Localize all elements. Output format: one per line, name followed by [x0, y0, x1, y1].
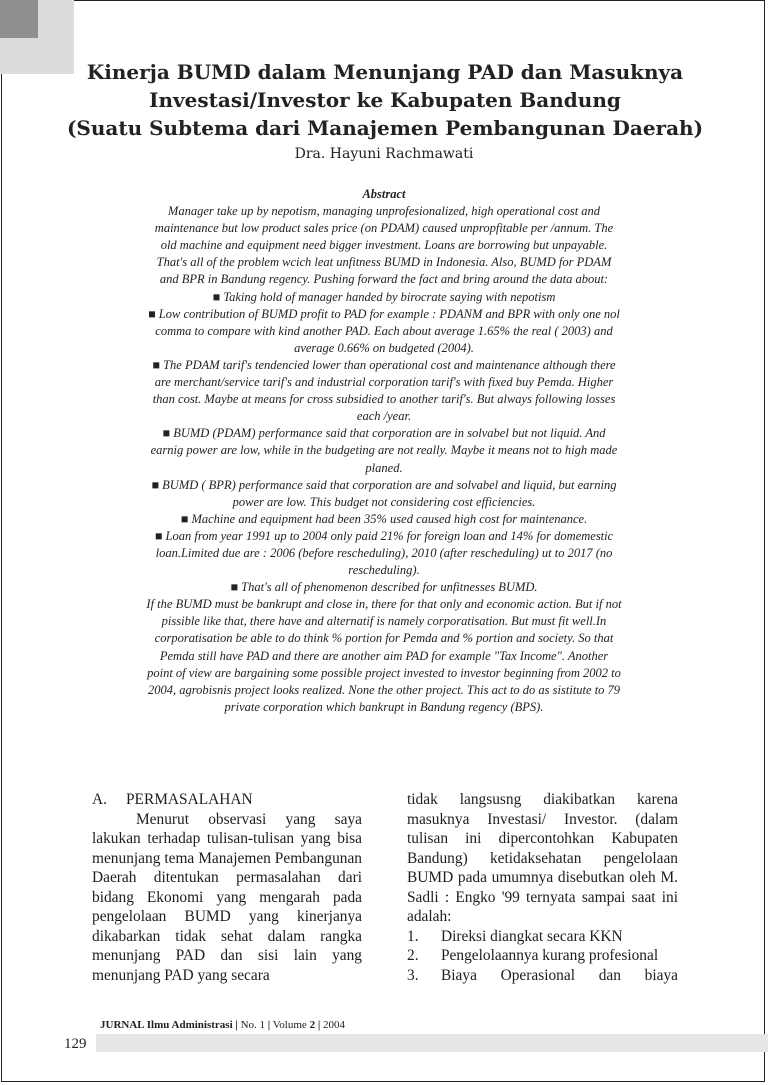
- abstract-bullet: ■ Low contribution of BUMD profit to PAD for example : PDANM and BPR with only one nol comma to compare with kind another PAD. Each about average 1.65% the real ( 2003) and average 0.66% on budgeted (2004).: [148, 306, 620, 355]
- bullet-icon: ■: [154, 528, 163, 543]
- section-letter: A.: [92, 791, 107, 808]
- bullet-icon: ■: [151, 477, 160, 492]
- body-right-column: [407, 790, 678, 985]
- title-line-2: Investasi/Investor ke Kabupaten Bandung: [149, 88, 621, 112]
- bullet-icon: ■: [230, 580, 239, 595]
- bullet-icon: ■: [162, 426, 171, 441]
- author-name: Dra. Hayuni Rachmawati: [294, 146, 474, 162]
- bullet-icon: ■: [152, 357, 160, 372]
- abstract-bullet: ■ The PDAM tarif's tendencied lower than operational cost and maintenance although there are merchant/service tarif's and industrial corporation tarif's with fixed buy Pemda. Higher than cost. Maybe at means for cross subsidied to another tarif's. But always following losses each /year.: [152, 357, 616, 424]
- journal-year: 2004: [323, 1019, 345, 1031]
- abstract-closing: If the BUMD must be bankrupt and close in, there for that only and economic action. But if not pissible like that, there have and alternatif is namely corporatisation. But must fit well.In corporatisation be able to do think % portion for Pemda and % portion and society. So that Pemda still have PAD and there are another aim PAD for example "Tax Income". Another point of view are bargaining some possible project invested to investor beginning from 2002 to 2004, agrobisnis project looks realized. None the other project. This act to do as sistitute to 79 private corporation which bankrupt in Bandung regency (BPS).: [146, 597, 622, 714]
- abstract-intro: Manager take up by nepotism, managing unprofesionalized, high operational cost and maintenance but low product sales price (on PDAM) caused unpropfitable per /annum. The old machine and equipment need bigger investment. Loans are borrowing but unpayable. That's all of the problem wcich leat unfitness BUMD in Indonesia. Also, BUMD for PDAM and BPR in Bandung regency. Pushing forward the fact and bring around the data about:: [154, 204, 614, 287]
- title-line-1: Kinerja BUMD dalam Menunjang PAD dan Masuknya: [86, 60, 684, 84]
- right-paragraph: tidak langsusng diakibatkan karena masuknya Investasi/ Investor. (dalam tulisan ini dipercontohkan Kabupaten Bandung) ketidaksehatan pengelolaan BUMD pada umumnya disebutkan oleh M. Sadli : Engko '99 ternyata sampai saat ini adalah:: [407, 791, 678, 925]
- list-item: 2. Pengelolaannya kurang profesional: [407, 947, 659, 964]
- abstract-heading: Abstract: [362, 187, 406, 201]
- journal-name: JURNAL Ilmu Administrasi: [100, 1019, 233, 1031]
- journal-volume: 2: [309, 1019, 316, 1031]
- abstract-block: [146, 186, 622, 716]
- section-title: PERMASALAHAN: [126, 791, 253, 808]
- corner-decoration-dark: [0, 0, 38, 38]
- title-line-3: (Suatu Subtema dari Manajemen Pembangunan Daerah): [66, 116, 704, 140]
- bullet-icon: ■: [148, 306, 156, 321]
- abstract-bullet: ■ Machine and equipment had been 35% used caused high cost for maintenance.: [180, 511, 588, 526]
- abstract-bullet: ■ Loan from year 1991 up to 2004 only paid 21% for foreign loan and 14% for domemestic loan.Limited due are : 2006 (before rescheduling), 2010 (after rescheduling) ut to 2017 (no rescheduling).: [154, 528, 614, 578]
- article-title: [60, 58, 710, 142]
- abstract-bullet: ■ That's all of phenomenon described for unfitnesses BUMD.: [230, 580, 538, 595]
- page-number: 129: [64, 1036, 87, 1052]
- list-item: 1. Direksi diangkat secara KKN: [407, 927, 623, 945]
- footer-bar: [96, 1034, 768, 1052]
- abstract-bullet: ■ BUMD (PDAM) performance said that corporation are in solvabel but not liquid. And earnig power are low, while in the budgeting are not really. Maybe it means not to high made planed.: [150, 426, 618, 475]
- section-heading: [92, 790, 362, 810]
- bullet-icon: ■: [180, 511, 189, 526]
- list-item: 3. Biaya Operasional dan biaya: [407, 966, 678, 984]
- journal-number: No. 1: [240, 1019, 266, 1031]
- abstract-bullet: ■ BUMD ( BPR) performance said that corporation are and solvabel and liquid, but earning power are low. This budget not considering cost efficiencies.: [151, 477, 617, 509]
- bullet-icon: ■: [212, 289, 221, 304]
- body-left-column: [92, 790, 362, 985]
- left-paragraph: Menurut observasi yang saya lakukan terhadap tulisan-tulisan yang bisa menunjang tema Manajemen Pembangunan Daerah ditentukan permasalahan dari bidang Ekonomi yang mengarah pada pengelolaan BUMD yang kinerjanya dikabarkan tidak sehat dalam rangka menunjang PAD dan sisi lain yang menunjang PAD yang secara: [92, 810, 362, 984]
- footer-journal-info: JURNAL Ilmu Administrasi | No. 1 | Volume 2 | 2004: [100, 1019, 345, 1031]
- abstract-bullet: ■ Taking hold of manager handed by birocrate saying with nepotism: [212, 289, 556, 304]
